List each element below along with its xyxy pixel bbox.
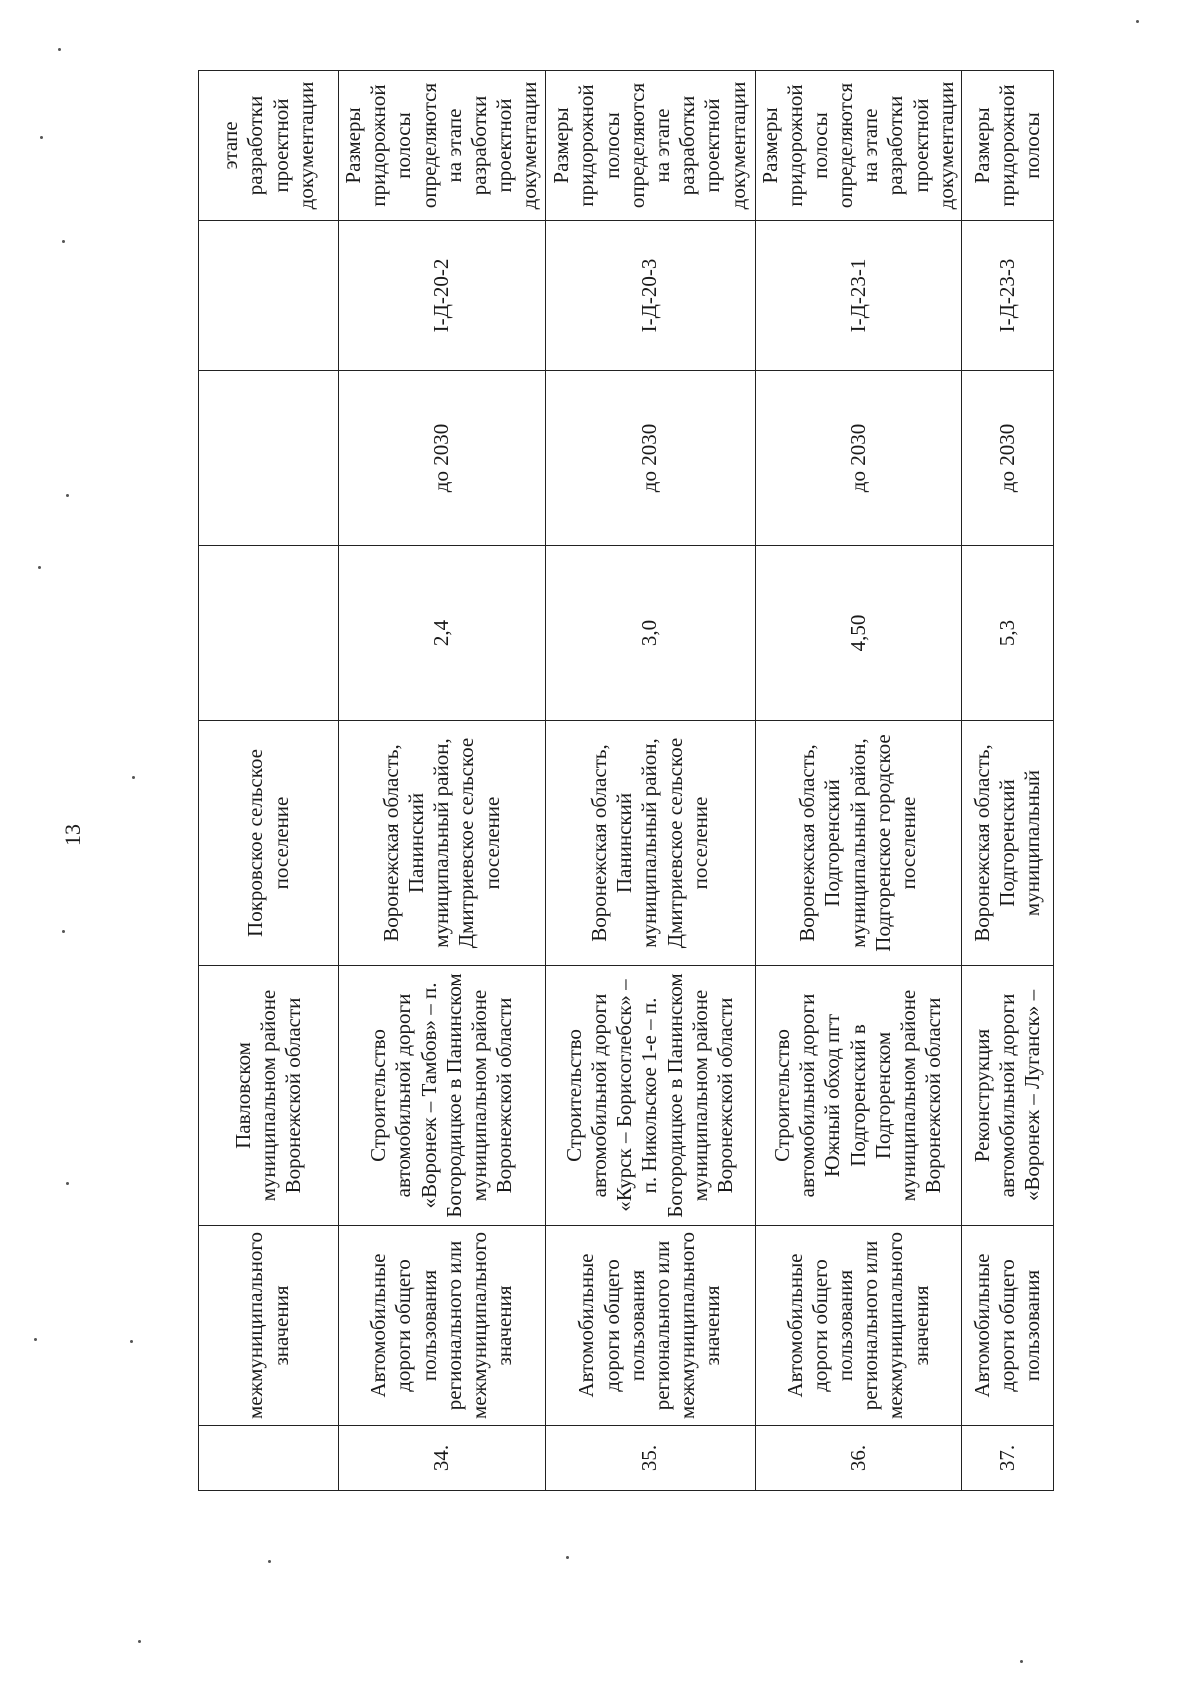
rotated-table-wrapper [198,71,1045,1491]
road-zone: этапе разработки проектной документации [199,71,339,221]
road-length [199,546,339,721]
road-name: Строительство автомобильной дороги Южный обход пгт Подгоренский в Подгоренском муниципальном районе Воронежской области [755,966,962,1226]
row-number [199,1426,339,1491]
scan-speck [566,1556,569,1559]
road-period: до 2030 [545,371,755,546]
road-location: Воронежская область, Панинский муниципальный район, Дмитриевское сельское поселение [339,721,546,966]
road-code: I-Д-23-3 [962,221,1054,371]
road-zone: Размеры придорожной полосы определяются на этапе разработки проектной документации [339,71,546,221]
road-name: Реконструкция автомобильной дороги «Воронеж – Луганск» – [962,966,1054,1226]
scan-speck [62,930,65,933]
row-number: 35. [545,1426,755,1491]
road-zone: Размеры придорожной полосы определяются на этапе разработки проектной документации [755,71,962,221]
road-zone: Размеры придорожной полосы определяются на этапе разработки проектной документации [545,71,755,221]
scan-speck [58,48,61,51]
road-location: Покровское сельское поселение [199,721,339,966]
road-code [199,221,339,371]
road-length: 4,50 [755,546,962,721]
scan-speck [132,776,135,779]
road-length: 2,4 [339,546,546,721]
scan-speck [66,1182,69,1185]
scan-speck [34,1338,37,1341]
road-type: Автомобильные дороги общего пользования регионального или межмуниципального значения [339,1226,546,1426]
road-type: Автомобильные дороги общего пользования регионального или межмуниципального значения [755,1226,962,1426]
road-location: Воронежская область, Панинский муниципальный район, Дмитриевское сельское поселение [545,721,755,966]
page-number: 13 [60,824,85,846]
scan-speck [268,1560,271,1563]
scan-speck [62,240,65,243]
road-length: 5,3 [962,546,1054,721]
table-row [545,71,755,1491]
road-name: Павловском муниципальном районе Воронежской области [199,966,339,1226]
row-number: 36. [755,1426,962,1491]
road-code: I-Д-20-2 [339,221,546,371]
road-length: 3,0 [545,546,755,721]
road-name: Строительство автомобильной дороги «Воронеж – Тамбов» – п. Богородицкое в Панинском муниципальном районе Воронежской области [339,966,546,1226]
scan-speck [130,1340,133,1343]
scan-speck [38,566,41,569]
scan-speck [1136,20,1139,23]
scan-speck [40,136,43,139]
row-number: 34. [339,1426,546,1491]
road-type: межмуниципального значения [199,1226,339,1426]
table-row [339,71,546,1491]
table-row [962,71,1054,1491]
table-row [755,71,962,1491]
road-location: Воронежская область, Подгоренский муниципальный район, Подгоренское городское поселение [755,721,962,966]
road-period: до 2030 [339,371,546,546]
road-location: Воронежская область, Подгоренский муниципальный [962,721,1054,966]
scan-speck [138,1640,141,1643]
row-number: 37. [962,1426,1054,1491]
road-type: Автомобильные дороги общего пользования регионального или межмуниципального значения [545,1226,755,1426]
scan-speck [1020,1660,1023,1663]
road-code: I-Д-23-1 [755,221,962,371]
road-code: I-Д-20-3 [545,221,755,371]
scan-speck [66,494,69,497]
road-period: до 2030 [755,371,962,546]
road-period [199,371,339,546]
road-period: до 2030 [962,371,1054,546]
road-registry-table [198,70,1054,1491]
road-zone: Размеры придорожной полосы [962,71,1054,221]
table-row [199,71,339,1491]
road-type: Автомобильные дороги общего пользования [962,1226,1054,1426]
road-name: Строительство автомобильной дороги «Курск – Борисоглебск» – п. Никольское 1-е – п. Богородицкое в Панинском муниципальном районе Воронежской области [545,966,755,1226]
